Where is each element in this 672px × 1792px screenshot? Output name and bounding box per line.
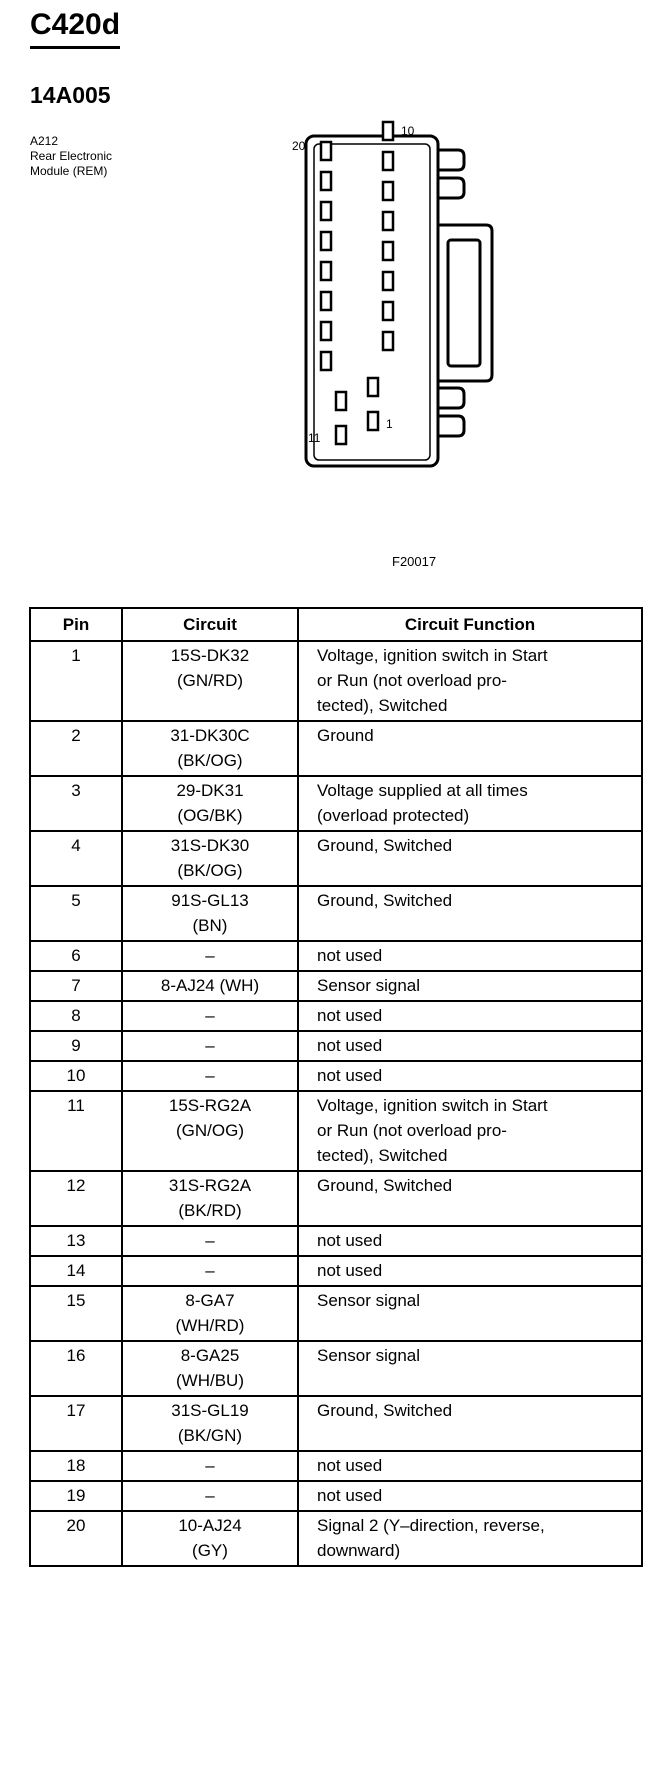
function-cell: not used xyxy=(298,941,642,971)
circuit-cell: – xyxy=(122,1451,298,1481)
circuit-cell: 31S-RG2A (BK/RD) xyxy=(122,1171,298,1226)
pin-cavity xyxy=(321,142,331,160)
function-cell: Ground, Switched xyxy=(298,1171,642,1226)
pin-cavity xyxy=(321,352,331,370)
table-row xyxy=(30,721,642,776)
pin-cavity xyxy=(383,212,393,230)
connector-latch xyxy=(438,225,492,381)
pin-cell: 12 xyxy=(30,1171,122,1226)
pin-cell: 19 xyxy=(30,1481,122,1511)
pin-cavity xyxy=(321,232,331,250)
pin-cell: 11 xyxy=(30,1091,122,1171)
circuit-cell: 10-AJ24 (GY) xyxy=(122,1511,298,1566)
function-cell: not used xyxy=(298,1031,642,1061)
connector-rib xyxy=(438,178,464,198)
pin-cell: 13 xyxy=(30,1226,122,1256)
table-row xyxy=(30,1481,642,1511)
circuit-cell: 29-DK31 (OG/BK) xyxy=(122,776,298,831)
pin-cavity xyxy=(368,412,378,430)
part-number: 14A005 xyxy=(30,82,111,108)
circuit-cell: 31-DK30C (BK/OG) xyxy=(122,721,298,776)
table-row xyxy=(30,971,642,1001)
function-cell: Ground, Switched xyxy=(298,1396,642,1451)
circuit-cell: – xyxy=(122,1001,298,1031)
table-row xyxy=(30,1031,642,1061)
description-line: A212 xyxy=(30,134,59,148)
function-cell: Sensor signal xyxy=(298,971,642,1001)
function-cell: Ground, Switched xyxy=(298,831,642,886)
pin-label-11: 11 xyxy=(308,431,321,445)
table-row xyxy=(30,1061,642,1091)
table-row xyxy=(30,941,642,971)
pin-cell: 1 xyxy=(30,641,122,721)
pin-cavity xyxy=(383,182,393,200)
table-row xyxy=(30,886,642,941)
circuit-cell: 8-GA7 (WH/RD) xyxy=(122,1286,298,1341)
table-row xyxy=(30,1256,642,1286)
pin-cell: 8 xyxy=(30,1001,122,1031)
function-cell: Ground xyxy=(298,721,642,776)
description-line: Module (REM) xyxy=(30,164,108,178)
pin-cell: 15 xyxy=(30,1286,122,1341)
function-cell: Sensor signal xyxy=(298,1341,642,1396)
table-row xyxy=(30,831,642,886)
function-cell: Ground, Switched xyxy=(298,886,642,941)
function-cell: not used xyxy=(298,1481,642,1511)
pin-cell: 10 xyxy=(30,1061,122,1091)
pin-cell: 4 xyxy=(30,831,122,886)
function-cell: Sensor signal xyxy=(298,1286,642,1341)
table-row xyxy=(30,1171,642,1226)
connector-rib xyxy=(438,416,464,436)
pin-cell: 18 xyxy=(30,1451,122,1481)
function-cell: not used xyxy=(298,1061,642,1091)
table-row xyxy=(30,1396,642,1451)
pin-cavity xyxy=(336,392,346,410)
function-cell: Signal 2 (Y–direction, reverse, downward) xyxy=(298,1511,642,1566)
pin-cell: 2 xyxy=(30,721,122,776)
function-cell: not used xyxy=(298,1451,642,1481)
table-row xyxy=(30,1341,642,1396)
function-cell: not used xyxy=(298,1001,642,1031)
pin-cell: 16 xyxy=(30,1341,122,1396)
function-cell: not used xyxy=(298,1256,642,1286)
circuit-cell: 15S-DK32 (GN/RD) xyxy=(122,641,298,721)
column-header-pin: Pin xyxy=(30,608,122,641)
pin-cell: 3 xyxy=(30,776,122,831)
pin-label-20: 20 xyxy=(292,139,306,153)
table-row xyxy=(30,1226,642,1256)
pin-cell: 7 xyxy=(30,971,122,1001)
table-header-row xyxy=(30,608,642,641)
connector-rib xyxy=(438,150,464,170)
connector-face-diagram xyxy=(292,124,560,550)
connector-latch-inner xyxy=(448,240,480,366)
pin-cavity xyxy=(321,262,331,280)
table-row xyxy=(30,641,642,721)
pin-cell: 6 xyxy=(30,941,122,971)
table-row xyxy=(30,1286,642,1341)
circuit-cell: 8-GA25 (WH/BU) xyxy=(122,1341,298,1396)
circuit-cell: – xyxy=(122,1481,298,1511)
description-line: Rear Electronic xyxy=(30,149,113,163)
function-cell: not used xyxy=(298,1226,642,1256)
circuit-cell: – xyxy=(122,1256,298,1286)
component-description xyxy=(30,134,112,179)
function-cell: Voltage supplied at all times (overload protected) xyxy=(298,776,642,831)
pin-cavity xyxy=(383,332,393,350)
pin-cavity xyxy=(368,378,378,396)
pin-cavity xyxy=(321,172,331,190)
pin-cavity xyxy=(336,426,346,444)
circuit-cell: 31S-DK30 (BK/OG) xyxy=(122,831,298,886)
column-header-circuit: Circuit xyxy=(122,608,298,641)
function-cell: Voltage, ignition switch in Start or Run (not overload pro- tected), Switched xyxy=(298,641,642,721)
circuit-cell: – xyxy=(122,1061,298,1091)
table-row xyxy=(30,1001,642,1031)
circuit-cell: 91S-GL13 (BN) xyxy=(122,886,298,941)
pin-cavity xyxy=(383,122,393,140)
pin-label-10: 10 xyxy=(401,124,415,138)
pin-cavity xyxy=(383,242,393,260)
pin-cavity xyxy=(321,322,331,340)
circuit-cell: – xyxy=(122,941,298,971)
pin-cell: 9 xyxy=(30,1031,122,1061)
column-header-function: Circuit Function xyxy=(298,608,642,641)
table-row xyxy=(30,1511,642,1566)
table-row xyxy=(30,776,642,831)
pin-cell: 17 xyxy=(30,1396,122,1451)
pin-cell: 14 xyxy=(30,1256,122,1286)
function-cell: Voltage, ignition switch in Start or Run (not overload pro- tected), Switched xyxy=(298,1091,642,1171)
pin-table xyxy=(29,607,643,1567)
pin-cell: 5 xyxy=(30,886,122,941)
circuit-cell: 8-AJ24 (WH) xyxy=(122,971,298,1001)
circuit-cell: 31S-GL19 (BK/GN) xyxy=(122,1396,298,1451)
connector-rib xyxy=(438,388,464,408)
pin-cavity xyxy=(321,202,331,220)
pin-cavity xyxy=(321,292,331,310)
connector-title: C420d xyxy=(30,6,120,49)
table-row xyxy=(30,1091,642,1171)
pin-cavity xyxy=(383,272,393,290)
table-row xyxy=(30,1451,642,1481)
pin-label-1: 1 xyxy=(386,417,393,431)
circuit-cell: – xyxy=(122,1031,298,1061)
pin-cavity xyxy=(383,152,393,170)
circuit-cell: – xyxy=(122,1226,298,1256)
pin-cavity xyxy=(383,302,393,320)
figure-code: F20017 xyxy=(392,554,437,569)
circuit-cell: 15S-RG2A (GN/OG) xyxy=(122,1091,298,1171)
pin-cell: 20 xyxy=(30,1511,122,1566)
